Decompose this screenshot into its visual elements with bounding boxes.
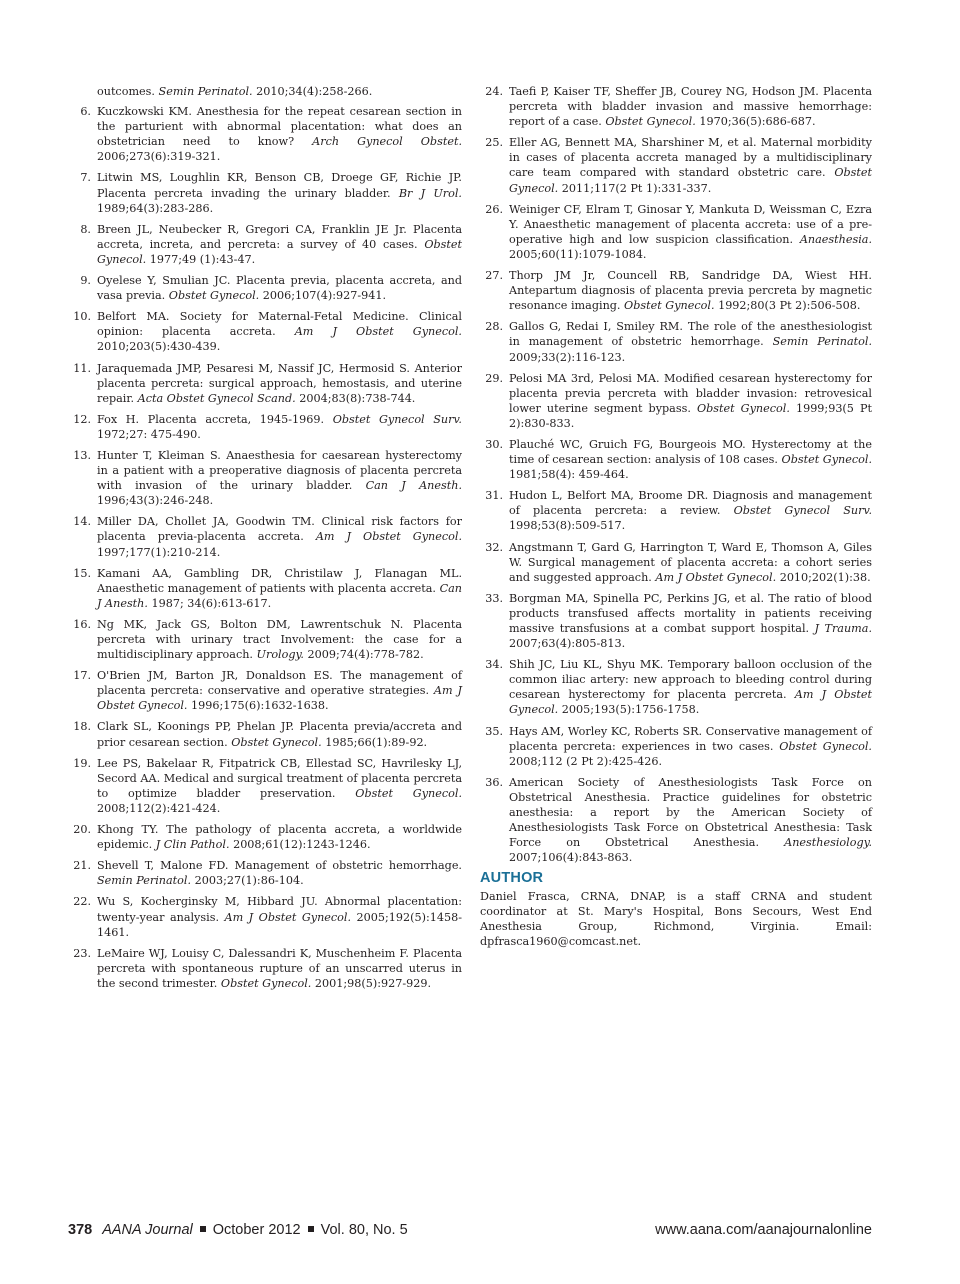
reference-item (480, 775, 872, 866)
reference-citation: 1989;64(3):283-286. (97, 201, 214, 215)
reference-citation: 2005;192(5):1458-1461. (97, 910, 462, 939)
reference-journal: Obstet Gynecol. (168, 289, 260, 303)
reference-text (97, 894, 462, 939)
reference-number: 8. (80, 222, 91, 236)
reference-authors-title: Kamani AA, Gambling DR, Christilaw J, Flanagan ML. Anaesthetic management of patients with placenta accreta. (97, 566, 462, 595)
reference-authors-title: Miller DA, Chollet JA, Goodwin TM. Clinical risk factors for placenta previa-placenta accreta. (97, 515, 462, 544)
reference-item (68, 273, 462, 303)
reference-text (509, 268, 872, 313)
reference-item (68, 170, 462, 215)
reference-number: 23. (73, 946, 91, 960)
reference-citation: 1985;66(1):89-92. (321, 735, 428, 749)
reference-text (509, 84, 872, 129)
reference-authors-title: Lee PS, Bakelaar R, Fitpatrick CB, Ellestad SC, Havrilesky LJ, Secord AA. Medical and surgical treatment of placenta percreta to optimize bladder preservation. (97, 756, 462, 800)
reference-authors-title: Borgman MA, Spinella PC, Perkins JG, et al. The ratio of blood products transfused affects mortality in patients receiving massive transfusions at a combat support hospital. (509, 591, 872, 635)
reference-item (68, 756, 462, 816)
reference-item (68, 361, 462, 406)
reference-authors-title: Oyelese Y, Smulian JC. Placenta previa, placenta accreta, and vasa previa. (97, 274, 462, 303)
reference-authors-title: Litwin MS, Loughlin KR, Benson CB, Droege GF, Richie JP. Placenta percreta invading the urinary bladder. (97, 171, 462, 200)
reference-citation: 2007;106(4):843-863. (509, 851, 633, 865)
reference-text (509, 319, 872, 364)
reference-journal: Urology. (256, 648, 304, 662)
reference-number: 12. (73, 412, 91, 426)
reference-number: 18. (73, 720, 91, 734)
reference-number: 35. (485, 724, 503, 738)
reference-journal: Obstet Gynecol. (509, 166, 872, 195)
reference-authors-title: Shevell T, Malone FD. Management of obstetric hemorrhage. (97, 859, 462, 873)
reference-authors-title: Clark SL, Koonings PP, Phelan JP. Placenta previa/accreta and prior cesarean section. (97, 720, 462, 749)
reference-text (509, 135, 872, 195)
reference-text (509, 371, 872, 431)
reference-authors-title: American Society of Anesthesiologists Task Force on Obstetrical Anesthesia. Practice guidelines for obstetric anesthesia: a report by the American Society of Anesthesiologists Task Force on Obstetrical Anesthesia: Task Force on Obstetrical Anesthesia. (509, 775, 872, 850)
reference-citation: 1997;177(1):210-214. (97, 545, 221, 559)
reference-item (480, 84, 872, 129)
reference-text (97, 309, 462, 354)
reference-citation: 2005;193(5):1756-1758. (558, 703, 700, 717)
reference-authors-title: outcomes. (97, 85, 159, 98)
reference-authors-title: Breen JL, Neubecker R, Gregori CA, Franklin JE Jr. Placenta accreta, increta, and percreta: a survey of 40 cases. (97, 222, 462, 251)
reference-text (509, 657, 872, 717)
reference-citation: 2010;202(1):38. (776, 570, 871, 584)
reference-item (480, 135, 872, 195)
separator-square (308, 1226, 314, 1232)
reference-journal: Arch Gynecol Obstet. (312, 135, 462, 149)
reference-journal: Obstet Gynecol. (355, 786, 463, 800)
page-number: 378 (68, 1222, 93, 1238)
reference-text (97, 514, 462, 559)
reference-citation: 2010;203(5):430-439. (97, 340, 221, 354)
reference-journal: Acta Obstet Gynecol Scand. (137, 391, 296, 405)
reference-authors-title: Ng MK, Jack GS, Bolton DM, Lawrentschuk N. Placenta percreta with urinary tract Involvement: the case for a multidisciplinary approach. (97, 617, 462, 662)
reference-item (480, 202, 872, 262)
reference-text (97, 566, 462, 611)
reference-journal: Br J Urol. (398, 186, 462, 200)
reference-number: 31. (485, 489, 503, 503)
reference-number: 26. (485, 202, 503, 216)
reference-authors-title: Thorp JM Jr, Councell RB, Sandridge DA, Wiest HH. Antepartum diagnosis of placenta previa percreta by magnetic resonance imaging. (509, 269, 872, 313)
reference-number: 29. (485, 371, 503, 385)
reference-journal: Am J Obstet Gynecol. (655, 570, 777, 584)
reference-authors-title: Weiniger CF, Elram T, Ginosar Y, Mankuta D, Weissman C, Ezra Y. Anaesthetic management of placenta accreta: use of a pre-operative high and low suspicion classification. (509, 202, 872, 246)
reference-item (480, 591, 872, 651)
reference-citation: 2004;83(8):738-744. (295, 391, 416, 405)
reference-item (68, 668, 462, 713)
reference-journal: Obstet Gynecol. (605, 115, 696, 129)
reference-authors-title: Hunter T, Kleiman S. Anaesthesia for caesarean hysterectomy in a patient with a preoperative diagnosis of placenta percreta with invasion of the urinary bladder. (97, 448, 462, 493)
reference-number: 11. (73, 361, 91, 375)
footer-left (68, 1222, 408, 1238)
reference-citation: 2008;61(12):1243-1246. (229, 838, 371, 852)
reference-text (509, 775, 872, 866)
reference-item (68, 514, 462, 559)
reference-journal: Obstet Gynecol. (779, 739, 872, 753)
reference-number: 36. (485, 775, 503, 789)
reference-authors-title: O'Brien JM, Barton JR, Donaldson ES. The management of placenta percreta: conservative and operative strategies. (97, 669, 462, 698)
reference-number: 6. (80, 105, 91, 119)
reference-text (97, 412, 462, 442)
reference-number: 17. (73, 669, 91, 683)
reference-text (509, 591, 872, 651)
reference-item (68, 566, 462, 611)
reference-journal: Am J Obstet Gynecol. (294, 325, 462, 339)
reference-item (68, 894, 462, 939)
reference-citation: 2009;33(2):116-123. (509, 350, 626, 364)
reference-item (480, 724, 872, 769)
reference-citation: 1999;93(5 Pt 2):830-833. (509, 401, 872, 430)
reference-number: 22. (73, 895, 91, 909)
reference-authors-title: Eller AG, Bennett MA, Sharshiner M, et al. Maternal morbidity in cases of placenta accreta managed by a multidisciplinary care team compared with standard obstetric care. (509, 136, 872, 180)
reference-authors-title: Wu S, Kocherginsky M, Hibbard JU. Abnormal placentation: twenty-year analysis. (97, 895, 462, 924)
reference-authors-title: Khong TY. The pathology of placenta accreta, a worldwide epidemic. (97, 823, 462, 852)
reference-text (509, 724, 872, 769)
reference-authors-title: Fox H. Placenta accreta, 1945-1969. (97, 412, 333, 426)
reference-item (480, 437, 872, 482)
reference-authors-title: Hudon L, Belfort MA, Broome DR. Diagnosis and management of placenta percreta: a review. (509, 489, 872, 518)
author-bio: Daniel Frasca, CRNA, DNAP, is a staff CRNA and student coordinator at St. Mary's Hospital, Bons Secours, West End Anesthesia Group, Richmond, Virginia. Email: dpfrasca1960@comcast.net. (480, 889, 872, 948)
reference-number: 19. (73, 756, 91, 770)
reference-citation: 2009;74(4):778-782. (303, 648, 424, 662)
reference-authors-title: Taefi P, Kaiser TF, Sheffer JB, Courey NG, Hodson JM. Placenta percreta with bladder invasion and massive hemorrhage: report of a case. (509, 85, 872, 129)
reference-text (97, 668, 462, 713)
reference-text (97, 719, 462, 749)
reference-journal: Obstet Gynecol. (97, 237, 462, 266)
reference-number: 34. (485, 658, 503, 672)
reference-journal: Can J Anesth. (97, 581, 462, 610)
reference-item (480, 657, 872, 717)
reference-citation: 2008;112 (2 Pt 2):425-426. (509, 754, 663, 768)
reference-journal: Obstet Gynecol. (624, 299, 715, 313)
reference-journal: Obstet Gynecol. (231, 735, 322, 749)
reference-journal: J Clin Pathol. (155, 838, 230, 852)
reference-number: 25. (485, 136, 503, 150)
reference-item (68, 719, 462, 749)
reference-citation: 2001;98(5):927-929. (311, 976, 432, 990)
reference-journal: Am J Obstet Gynecol. (315, 530, 462, 544)
reference-journal: Am J Obstet Gynecol. (224, 910, 352, 924)
reference-text (509, 540, 872, 585)
reference-citation: 2011;117(2 Pt 1):331-337. (558, 181, 712, 195)
reference-journal: Obstet Gynecol Surv. (733, 504, 872, 518)
reference-citation: 2008;112(2):421-424. (97, 801, 221, 815)
reference-number: 33. (485, 591, 503, 605)
reference-authors-title: Shih JC, Liu KL, Shyu MK. Temporary balloon occlusion of the common iliac artery: new approach to bleeding control during cesarean hysterectomy for placenta percreta. (509, 658, 872, 702)
reference-citation: 1981;58(4): 459-464. (509, 468, 629, 482)
reference-number: 24. (485, 85, 503, 98)
reference-text (509, 488, 872, 533)
reference-citation: 1970;36(5):686-687. (695, 115, 816, 129)
reference-citation: 1996;43(3):246-248. (97, 494, 214, 508)
reference-number: 30. (485, 437, 503, 451)
reference-authors-title: Kuczkowski KM. Anesthesia for the repeat cesarean section in the parturient with abnormal placentation: what does an obstetrician need to know? (97, 105, 462, 149)
reference-citation: 1987; 34(6):613-617. (147, 596, 272, 610)
reference-journal: Semin Perinatol. (97, 874, 192, 888)
reference-journal: Am J Obstet Gynecol. (509, 688, 872, 717)
reference-number: 16. (73, 617, 91, 631)
reference-journal: Anesthesiology. (784, 836, 872, 850)
reference-journal: Obstet Gynecol. (220, 976, 312, 990)
reference-item (68, 946, 462, 991)
reference-item (68, 84, 462, 99)
reference-authors-title: Hays AM, Worley KC, Roberts SR. Conservative management of placenta percreta: experiences in two cases. (509, 724, 872, 753)
reference-number: 9. (80, 274, 91, 288)
footer-volume: Vol. 80, No. 5 (320, 1222, 408, 1238)
reference-citation: 2006;273(6):319-321. (97, 150, 221, 164)
footer-url[interactable]: www.aana.com/aanajournalonline (655, 1222, 872, 1238)
reference-citation: 2006;107(4):927-941. (259, 289, 387, 303)
reference-text (97, 273, 462, 303)
reference-item (68, 448, 462, 508)
reference-number: 10. (73, 310, 91, 324)
reference-text (97, 946, 462, 991)
reference-number: 13. (73, 448, 91, 462)
separator-square (200, 1226, 206, 1232)
reference-text (97, 222, 462, 267)
reference-citation: 2005;60(11):1079-1084. (509, 247, 647, 261)
reference-item (68, 412, 462, 442)
page-footer (68, 1222, 872, 1242)
reference-item (480, 371, 872, 431)
reference-item (68, 309, 462, 354)
reference-number: 7. (80, 171, 91, 185)
reference-citation: 1996;175(6):1632-1638. (187, 699, 329, 713)
reference-text (97, 361, 462, 406)
reference-item (480, 268, 872, 313)
reference-journal: Semin Perinatol. (158, 85, 253, 98)
reference-journal: Anaesthesia. (799, 232, 872, 246)
reference-number: 15. (73, 566, 91, 580)
reference-text (97, 104, 462, 164)
reference-number: 20. (73, 823, 91, 837)
reference-authors-title: Gallos G, Redai I, Smiley RM. The role of the anesthesiologist in management of obstetric hemorrhage. (509, 320, 872, 349)
reference-citation: 2007;63(4):805-813. (509, 637, 626, 651)
reference-text (97, 858, 462, 888)
reference-authors-title: LeMaire WJ, Louisy C, Dalessandri K, Muschenheim F. Placenta percreta with spontaneous rupture of an unscarred uterus in the second trimester. (97, 946, 462, 990)
reference-item (68, 222, 462, 267)
reference-citation: 1977;49 (1):43-47. (146, 252, 256, 266)
reference-journal: Obstet Gynecol. (781, 453, 872, 467)
reference-item (480, 540, 872, 585)
reference-text (97, 822, 462, 852)
references-left-column (68, 84, 462, 997)
reference-citation: 1972;27: 475-490. (97, 427, 201, 441)
footer-journal: AANA Journal (102, 1222, 193, 1238)
references-right-column (480, 84, 872, 949)
reference-text (509, 437, 872, 482)
reference-authors-title: Pelosi MA 3rd, Pelosi MA. Modified cesarean hysterectomy for placenta previa percreta with bladder invasion: retrovesical lower uterine segment bypass. (509, 371, 872, 415)
reference-journal: Semin Perinatol. (772, 335, 873, 349)
reference-journal: Obstet Gynecol. (696, 401, 790, 415)
reference-item (68, 858, 462, 888)
reference-authors-title: Plauché WC, Gruich FG, Bourgeois MO. Hysterectomy at the time of cesarean section: analysis of 108 cases. (509, 437, 872, 467)
reference-number: 27. (485, 269, 503, 283)
reference-item (480, 488, 872, 533)
reference-journal: Obstet Gynecol Surv. (332, 412, 462, 426)
reference-text (97, 448, 462, 508)
reference-citation: 2003;27(1):86-104. (191, 874, 304, 888)
reference-item (68, 104, 462, 164)
reference-citation: 1992;80(3 Pt 2):506-508. (714, 299, 861, 313)
reference-text (509, 202, 872, 262)
reference-journal: Am J Obstet Gynecol. (97, 684, 462, 713)
reference-text (97, 170, 462, 215)
reference-text (97, 617, 462, 662)
reference-journal: J Trauma. (814, 622, 872, 635)
reference-number: 14. (73, 515, 91, 529)
reference-item (480, 319, 872, 364)
reference-text (97, 756, 462, 816)
reference-number: 21. (73, 859, 91, 873)
reference-item (68, 617, 462, 662)
reference-text (97, 84, 462, 99)
author-heading: AUTHOR (480, 870, 544, 887)
reference-citation: 1998;53(8):509-517. (509, 519, 626, 533)
reference-journal: Can J Anesth. (365, 479, 462, 493)
reference-authors-title: Angstmann T, Gard G, Harrington T, Ward E, Thomson A, Giles W. Surgical management of placenta accreta: a cohort series and suggested approach. (509, 540, 872, 584)
reference-item (68, 822, 462, 852)
footer-date: October 2012 (212, 1222, 301, 1238)
reference-authors-title: Jaraquemada JMP, Pesaresi M, Nassif JC, Hermosid S. Anterior placenta percreta: surgical approach, hemostasis, and uterine repair. (97, 361, 462, 405)
reference-authors-title: Belfort MA. Society for Maternal-Fetal Medicine. Clinical opinion: placenta accreta. (97, 310, 462, 339)
reference-number: 28. (485, 320, 503, 334)
reference-citation: 2010;34(4):258-266. (252, 85, 373, 98)
reference-number: 32. (485, 540, 503, 554)
